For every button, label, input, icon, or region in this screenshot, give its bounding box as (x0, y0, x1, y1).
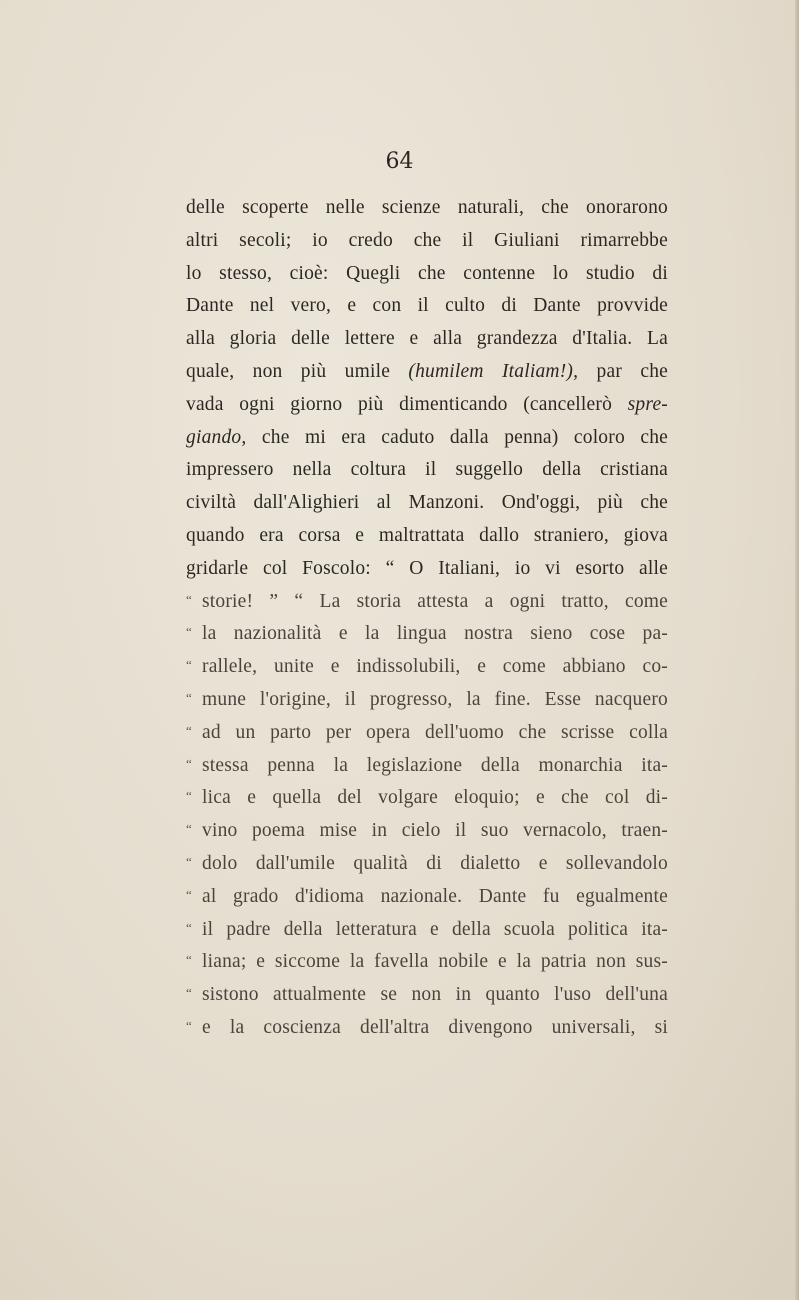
text-line: altri secoli; io credo che il Giuliani rimarrebbe (186, 229, 668, 251)
quoted-line: “ rallele, unite e indissolubili, e come abbiano co- (186, 651, 668, 684)
quoted-line: “ dolo dall'umile qualità di dialetto e sollevandolo (186, 848, 668, 881)
text-line: quale, non più umile (humilem Italiam!), par che (186, 360, 669, 382)
quoted-line: “ ad un parto per opera dell'uomo che scrisse colla (186, 717, 668, 750)
text-line: vada ogni giorno più dimenticando (cancellerò spre- (186, 393, 668, 415)
quoted-line: “ lica e quella del volgare eloquio; e che col di- (186, 782, 668, 815)
quote-mark: “ (186, 919, 192, 935)
text-line: Dante nel vero, e con il culto di Dante provvide (186, 295, 668, 317)
quoted-line: “ la nazionalità e la lingua nostra sieno cose pa- (186, 618, 668, 651)
quoted-line: “ al grado d'idioma nazionale. Dante fu egualmente (186, 881, 668, 914)
page-edge (795, 0, 799, 1300)
quote-mark: “ (186, 1017, 192, 1033)
text-line: impressero nella coltura il suggello della cristiana (186, 459, 668, 481)
quoted-line: “ il padre della letteratura e della scuola politica ita- (186, 914, 668, 947)
text-line: gridarle col Foscolo: “ O Italiani, io vi esorto alle (186, 557, 668, 579)
text-line: quando era corsa e maltrattata dallo straniero, giova (186, 524, 668, 546)
quote-mark: “ (186, 952, 192, 968)
quote-mark: “ (186, 624, 192, 640)
quoted-line: “ e la coscienza dell'altra divengono universali, si (186, 1012, 668, 1045)
body-text (186, 192, 668, 1045)
quote-mark: “ (186, 788, 192, 804)
italic-word: spre- (627, 393, 668, 415)
italic-word: giando, (186, 426, 247, 448)
quote-mark: “ (186, 722, 192, 738)
quote-mark: “ (186, 755, 192, 771)
quoted-line: “ liana; e siccome la favella nobile e la patria non sus- (186, 946, 668, 979)
text-line: civiltà dall'Alighieri al Manzoni. Ond'oggi, più che (186, 492, 668, 514)
quoted-line: “ mune l'origine, il progresso, la fine. Esse nacquero (186, 684, 668, 717)
text-line: alla gloria delle lettere e alla grandezza d'Italia. La (186, 328, 668, 350)
quote-mark: “ (186, 821, 192, 837)
text-line: delle scoperte nelle scienze naturali, che onorarono (186, 197, 668, 218)
quoted-line: “ vino poema mise in cielo il suo vernacolo, traen- (186, 815, 668, 848)
quote-mark: “ (186, 853, 192, 869)
quote-mark: “ (186, 591, 192, 607)
text-line: giando, che mi era caduto dalla penna) coloro che (186, 426, 668, 448)
text-line: lo stesso, cioè: Quegli che contenne lo studio di (186, 262, 668, 284)
quote-mark: “ (186, 657, 192, 673)
quote-mark: “ (186, 985, 192, 1001)
quoted-line: “ sistono attualmente se non in quanto l'uso dell'una (186, 979, 668, 1012)
italic-latin-phrase: (humilem Italiam!), (408, 360, 579, 382)
quote-mark: “ (186, 886, 192, 902)
quoted-line: “ storie! ” “ La storia attesta a ogni tratto, come (186, 586, 668, 619)
page-number: 64 (385, 149, 414, 174)
quote-mark: “ (186, 689, 192, 705)
quoted-line: “ stessa penna la legislazione della monarchia ita- (186, 750, 668, 783)
